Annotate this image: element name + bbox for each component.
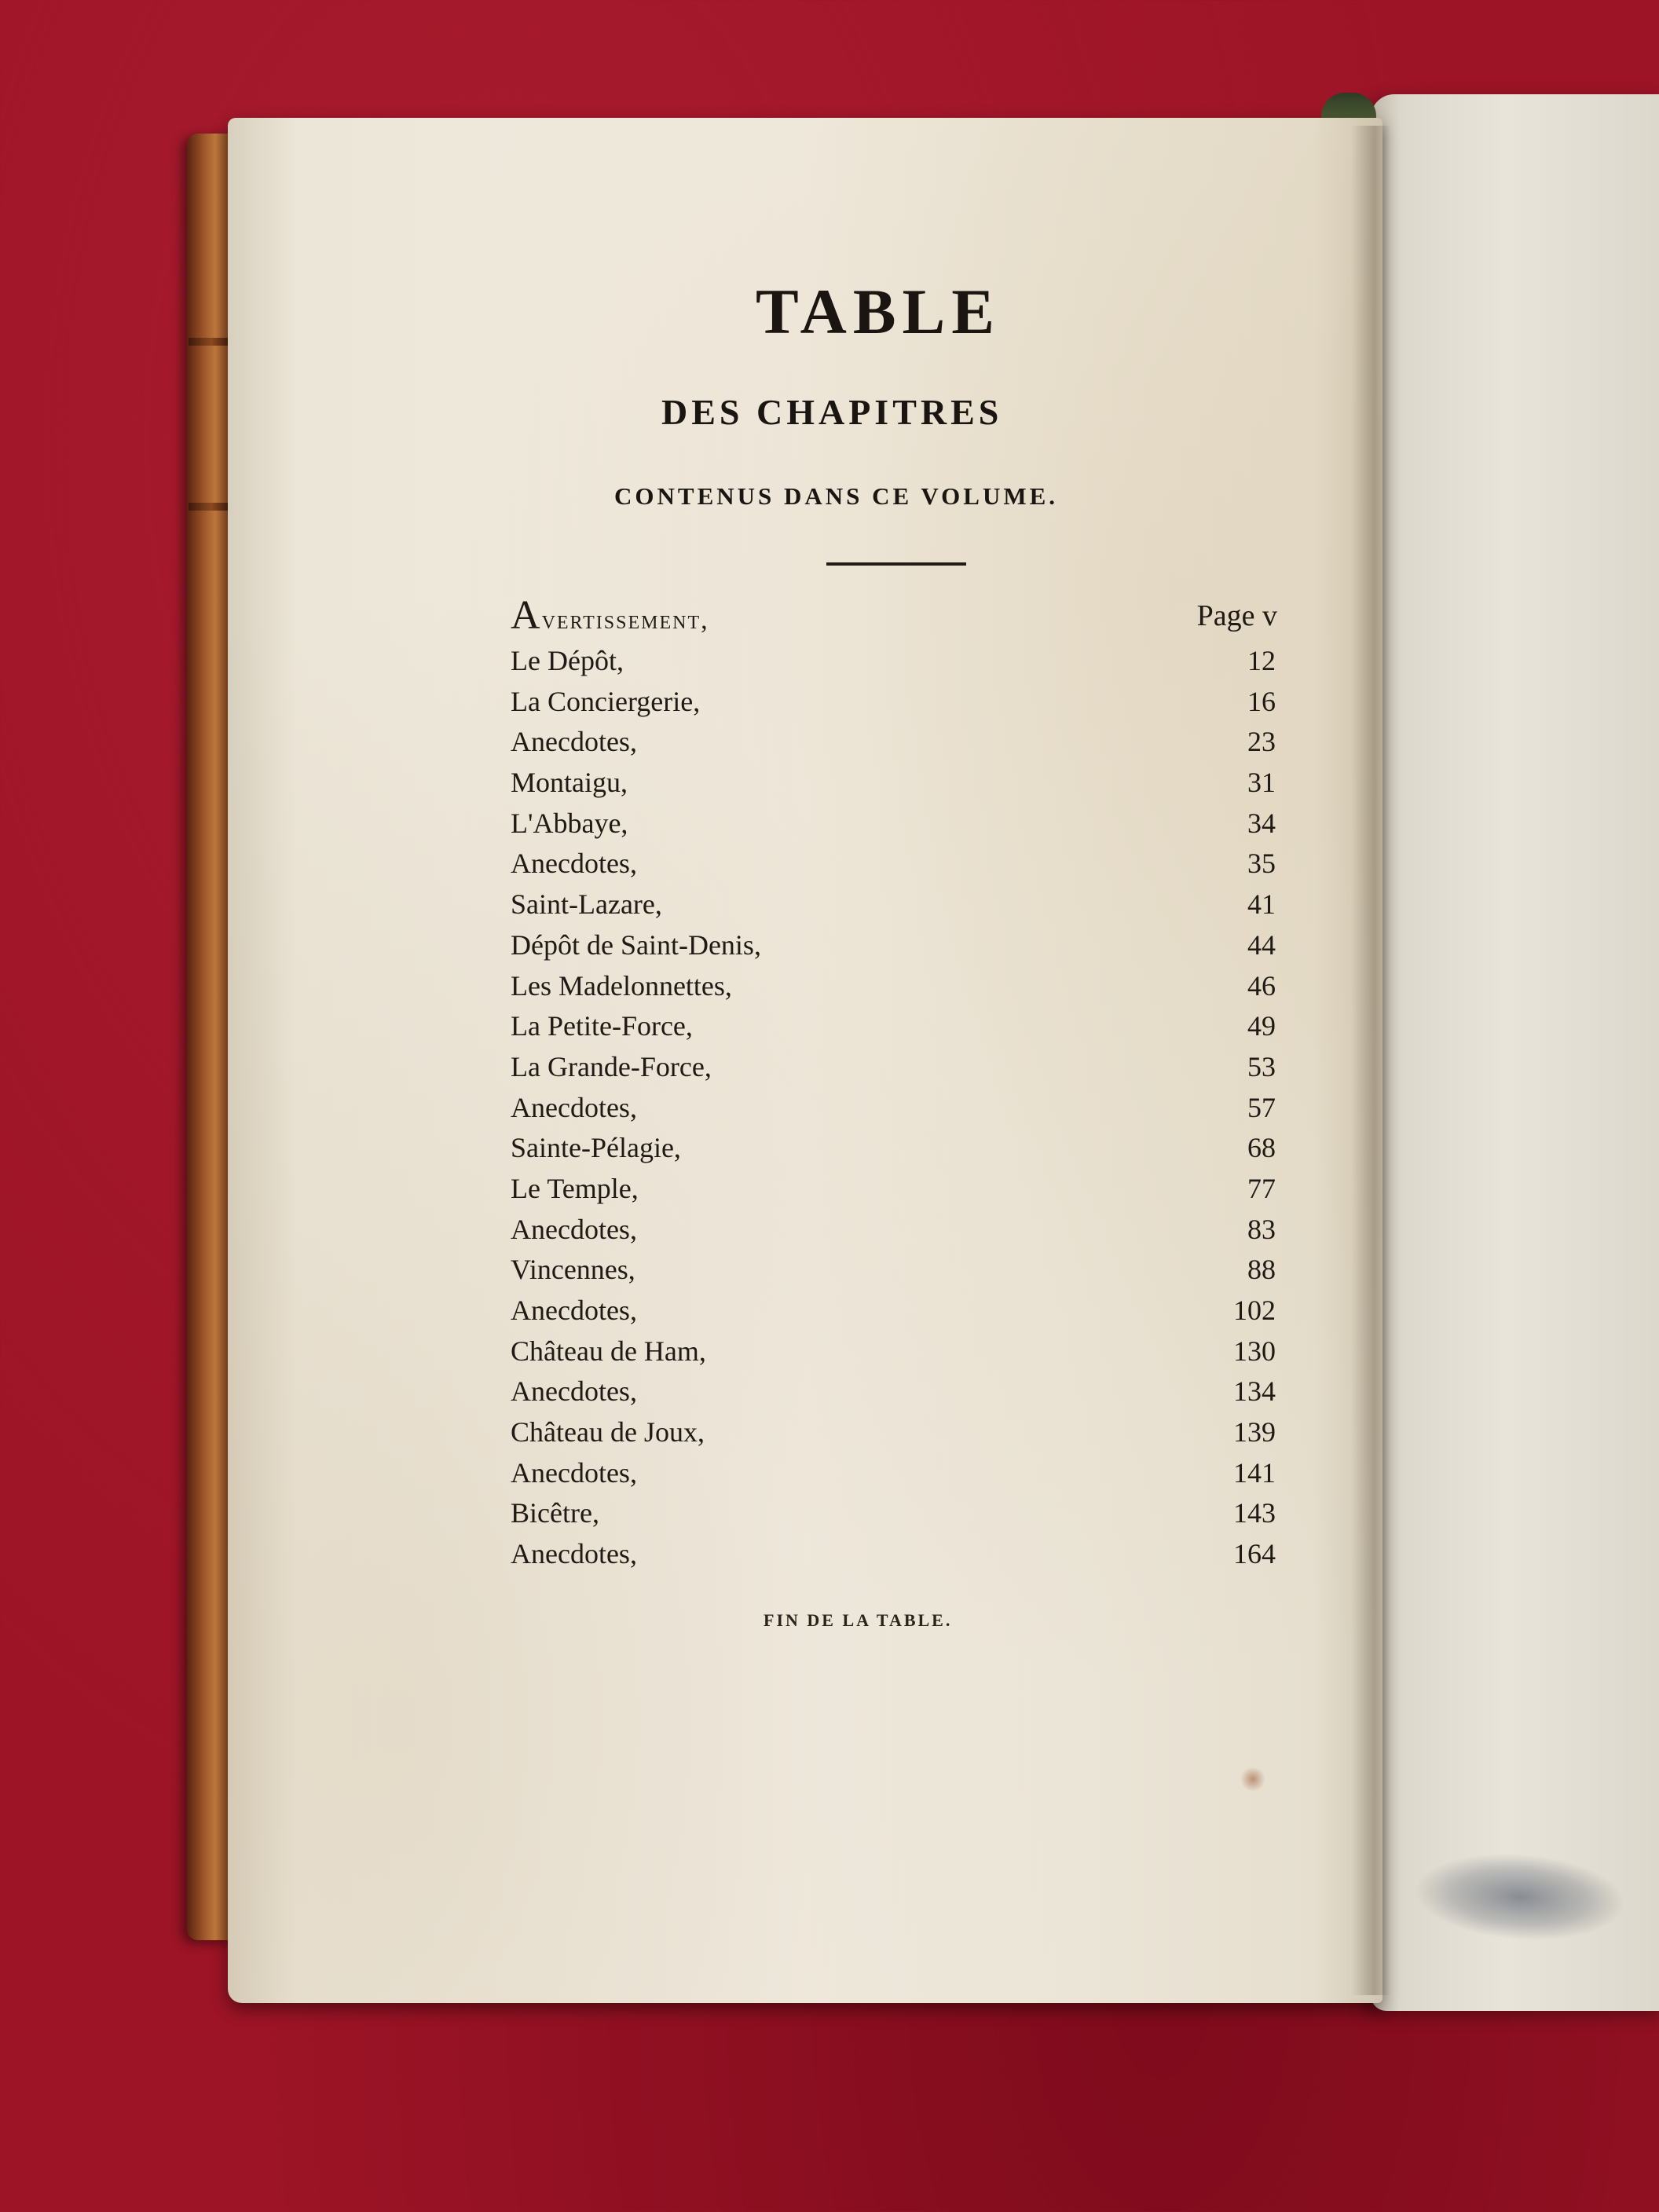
- toc-entry-page: 141: [1233, 1456, 1276, 1489]
- toc-entry-title: La Conciergerie,: [511, 685, 701, 717]
- toc-entry-title: Le Temple,: [511, 1172, 639, 1204]
- toc-entry-page: 35: [1247, 848, 1276, 880]
- toc-entry-title: Château de Joux,: [511, 1416, 705, 1448]
- toc-entry-title: Vincennes,: [511, 1254, 635, 1286]
- toc-entry-title: Château de Ham,: [511, 1335, 706, 1367]
- toc-entry-page: 68: [1247, 1132, 1276, 1164]
- page-gutter: [1351, 126, 1390, 1995]
- toc-entry-title: Le Dépôt,: [511, 645, 624, 676]
- toc-entry: [511, 1493, 1296, 1534]
- toc-entry-page: 49: [1247, 1010, 1276, 1042]
- toc-entry-page: 53: [1247, 1050, 1276, 1082]
- toc-entry: [511, 1210, 1296, 1251]
- toc-entry: [511, 1412, 1296, 1453]
- toc-entry-page: 44: [1247, 928, 1276, 961]
- toc-entry-page: 23: [1247, 726, 1276, 758]
- toc-entry-title: Avertissement,: [511, 593, 709, 638]
- toc-entry-title: Saint-Lazare,: [511, 888, 662, 921]
- toc-entry: [511, 1006, 1296, 1047]
- toc-entry-title: Les Madelonnettes,: [511, 969, 732, 1002]
- toc-entry-title: Sainte-Pélagie,: [511, 1132, 681, 1164]
- toc-entry-title: Anecdotes,: [511, 726, 637, 758]
- toc-entry: [511, 884, 1296, 925]
- toc-entry: [511, 804, 1296, 844]
- toc-entry-page: 57: [1247, 1091, 1276, 1123]
- book-spine: [187, 134, 234, 1940]
- toc-entry: [511, 763, 1296, 804]
- toc-entry: [511, 844, 1296, 884]
- facing-page: [1371, 94, 1659, 2011]
- toc-entry-page: 102: [1233, 1295, 1276, 1326]
- toc-entry-title: Anecdotes,: [511, 1091, 637, 1123]
- toc-entry: [511, 1169, 1296, 1210]
- toc-entry-title: Anecdotes,: [511, 1456, 637, 1489]
- toc-entry: [511, 966, 1296, 1007]
- toc-entry: [511, 1534, 1296, 1575]
- toc-entry-page: 88: [1247, 1254, 1276, 1286]
- toc-entry: [511, 682, 1296, 723]
- toc-entry: [511, 1128, 1296, 1169]
- toc-entry-page: 139: [1233, 1416, 1276, 1448]
- toc-entry: [511, 722, 1296, 763]
- toc-entry: [511, 1088, 1296, 1129]
- toc-entry: [511, 1047, 1296, 1088]
- toc-entry-page: 31: [1247, 767, 1276, 799]
- toc-entry-page: 83: [1247, 1213, 1276, 1245]
- toc-entry: [511, 591, 1296, 641]
- toc-entry-page: 46: [1247, 969, 1276, 1002]
- toc-entry-title: Dépôt de Saint-Denis,: [511, 928, 761, 961]
- toc-entry-title: Anecdotes,: [511, 848, 637, 880]
- toc-entry: [511, 1453, 1296, 1494]
- toc-entry-page: 12: [1247, 645, 1276, 676]
- toc-entry-title: La Grande-Force,: [511, 1050, 712, 1082]
- toc-entry: [511, 925, 1296, 966]
- toc-entry-title: Montaigu,: [511, 767, 628, 799]
- toc-entry-title: Anecdotes,: [511, 1213, 637, 1245]
- page-title: TABLE: [756, 276, 1001, 347]
- toc-entry-page: 164: [1233, 1538, 1276, 1570]
- divider-rule: [826, 562, 966, 566]
- toc-entry-page: 143: [1233, 1497, 1276, 1529]
- foxing-spot: [1240, 1767, 1266, 1791]
- toc-entry: [511, 1331, 1296, 1372]
- toc-entry-title: L'Abbaye,: [511, 807, 628, 839]
- toc-entry-title: Anecdotes,: [511, 1295, 637, 1326]
- end-of-table-note: FIN DE LA TABLE.: [764, 1610, 953, 1630]
- toc-entry: [511, 1250, 1296, 1291]
- toc-entry-title: Anecdotes,: [511, 1375, 637, 1408]
- toc-entry-page: 134: [1233, 1375, 1276, 1408]
- toc-entry-title: La Petite-Force,: [511, 1010, 693, 1042]
- toc-entry-title: Bicêtre,: [511, 1497, 599, 1529]
- toc-entry-page: 130: [1233, 1335, 1276, 1367]
- toc-entry: [511, 1291, 1296, 1331]
- toc-entry-page: 77: [1247, 1172, 1276, 1204]
- page-subtitle: DES CHAPITRES: [661, 392, 1003, 432]
- toc-entry-page: 16: [1247, 685, 1276, 717]
- toc-list: [511, 591, 1296, 1575]
- toc-entry: [511, 1372, 1296, 1412]
- toc-entry-page: 34: [1247, 807, 1276, 839]
- toc-entry: [511, 641, 1296, 682]
- toc-entry-page: Page v: [1196, 599, 1277, 632]
- page-subheading: CONTENUS DANS CE VOLUME.: [614, 482, 1059, 510]
- toc-entry-title: Anecdotes,: [511, 1538, 637, 1570]
- toc-entry-page: 41: [1247, 888, 1276, 921]
